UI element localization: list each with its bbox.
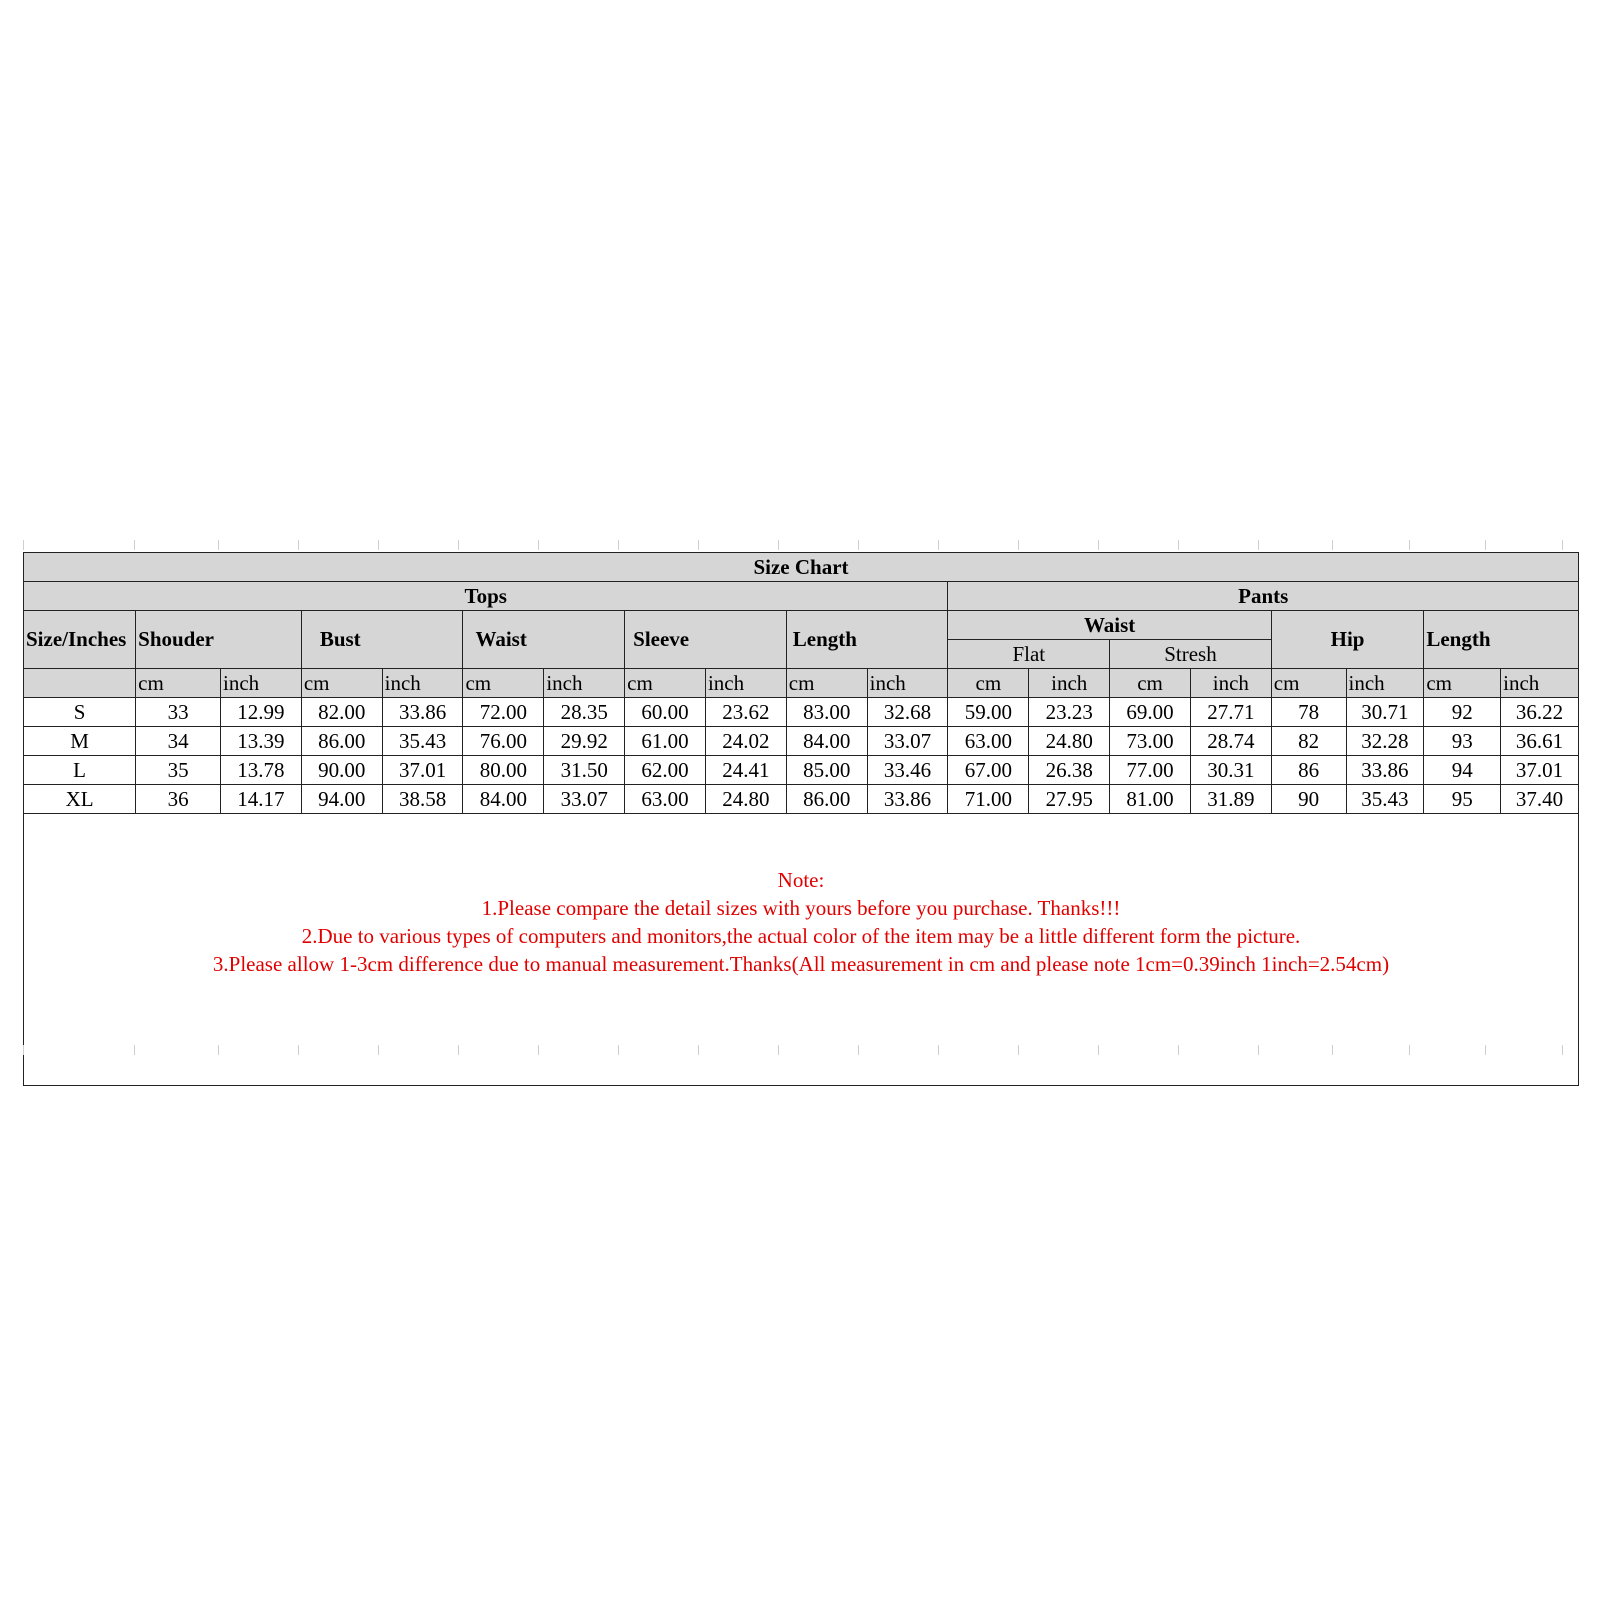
gridline-tick: [938, 540, 939, 550]
data-cell: 13.39: [221, 727, 302, 756]
data-cell: 37.01: [1501, 756, 1579, 785]
size-label: L: [24, 756, 136, 785]
gridline-tick: [378, 1045, 379, 1055]
data-cell: 95: [1424, 785, 1501, 814]
unit-cell: cm: [1424, 669, 1501, 698]
data-cell: 85.00: [786, 756, 867, 785]
gridline-tick: [1409, 1045, 1410, 1055]
gridline-tick: [858, 1045, 859, 1055]
header-waist-pants: Waist: [948, 611, 1271, 640]
data-cell: 78: [1271, 698, 1346, 727]
data-cell: 84.00: [786, 727, 867, 756]
header-shoulder: Shouder: [136, 611, 302, 669]
gridline-tick: [538, 1045, 539, 1055]
header-length-pants: Length: [1424, 611, 1579, 669]
note-heading: Note:: [777, 868, 825, 892]
data-cell: 23.62: [705, 698, 786, 727]
data-cell: 30.71: [1346, 698, 1424, 727]
table-row: [24, 698, 1579, 727]
chart-title: Size Chart: [24, 553, 1579, 582]
gridline-tick: [1098, 540, 1099, 550]
data-cell: 24.41: [705, 756, 786, 785]
gridline-tick: [218, 540, 219, 550]
unit-cell: cm: [136, 669, 221, 698]
unit-cell: cm: [625, 669, 706, 698]
data-cell: 62.00: [625, 756, 706, 785]
gridline-tick: [1562, 1045, 1563, 1055]
group-pants: Pants: [948, 582, 1579, 611]
gridline-tick: [1018, 540, 1019, 550]
gridline-tick: [298, 540, 299, 550]
data-cell: 14.17: [221, 785, 302, 814]
data-cell: 27.95: [1029, 785, 1110, 814]
data-cell: 23.23: [1029, 698, 1110, 727]
data-cell: 61.00: [625, 727, 706, 756]
title-row: [24, 553, 1579, 582]
gridline-tick: [1332, 1045, 1333, 1055]
table-row: [24, 727, 1579, 756]
bottom-gridline-ticks: [23, 1045, 1579, 1055]
data-cell: 13.78: [221, 756, 302, 785]
gridline-tick: [1258, 1045, 1259, 1055]
data-cell: 59.00: [948, 698, 1029, 727]
measure-header-row: [24, 611, 1579, 640]
unit-cell: inch: [1501, 669, 1579, 698]
gridline-tick: [134, 540, 135, 550]
unit-cell: cm: [301, 669, 382, 698]
data-cell: 83.00: [786, 698, 867, 727]
gridline-tick: [1098, 1045, 1099, 1055]
note-line: 2.Due to various types of computers and monitors,the actual color of the item may be a little different form the picture.: [301, 924, 1301, 948]
data-cell: 33.86: [1346, 756, 1424, 785]
units-row: [24, 669, 1579, 698]
unit-cell: cm: [1110, 669, 1191, 698]
gridline-tick: [1258, 540, 1259, 550]
header-waist-tops: Waist: [463, 611, 625, 669]
data-cell: 30.31: [1190, 756, 1271, 785]
group-row: [24, 582, 1579, 611]
data-cell: 67.00: [948, 756, 1029, 785]
data-cell: 24.02: [705, 727, 786, 756]
data-cell: 29.92: [544, 727, 625, 756]
gridline-tick: [1332, 540, 1333, 550]
data-cell: 24.80: [705, 785, 786, 814]
top-gridline-ticks: [23, 540, 1579, 550]
data-cell: 33.86: [867, 785, 948, 814]
data-cell: 31.50: [544, 756, 625, 785]
gridline-tick: [938, 1045, 939, 1055]
data-cell: 86.00: [301, 727, 382, 756]
unit-cell: cm: [786, 669, 867, 698]
unit-cell: inch: [867, 669, 948, 698]
header-waist-flat: Flat: [948, 640, 1110, 669]
gridline-tick: [698, 1045, 699, 1055]
note-line: 1.Please compare the detail sizes with yours before you purchase. Thanks!!!: [481, 896, 1121, 920]
data-cell: 84.00: [463, 785, 544, 814]
gridline-tick: [458, 540, 459, 550]
data-cell: 37.01: [382, 756, 463, 785]
gridline-tick: [1018, 1045, 1019, 1055]
data-cell: 63.00: [948, 727, 1029, 756]
gridline-tick: [378, 540, 379, 550]
data-cell: 36.61: [1501, 727, 1579, 756]
table-row: [24, 756, 1579, 785]
gridline-tick: [134, 1045, 135, 1055]
header-waist-stretch: Stresh: [1110, 640, 1272, 669]
unit-cell: cm: [463, 669, 544, 698]
data-cell: 90.00: [301, 756, 382, 785]
header-bust: Bust: [301, 611, 463, 669]
gridline-tick: [1562, 540, 1563, 550]
data-cell: 28.74: [1190, 727, 1271, 756]
data-cell: 90: [1271, 785, 1346, 814]
data-cell: 93: [1424, 727, 1501, 756]
data-cell: 35: [136, 756, 221, 785]
gridline-tick: [23, 540, 24, 550]
data-cell: 77.00: [1110, 756, 1191, 785]
gridline-tick: [458, 1045, 459, 1055]
gridline-tick: [858, 540, 859, 550]
header-length-tops: Length: [786, 611, 948, 669]
data-cell: 36.22: [1501, 698, 1579, 727]
unit-cell: inch: [1346, 669, 1424, 698]
data-cell: 73.00: [1110, 727, 1191, 756]
data-cell: 12.99: [221, 698, 302, 727]
unit-cell: inch: [382, 669, 463, 698]
table-row: [24, 785, 1579, 814]
gridline-tick: [1178, 1045, 1179, 1055]
data-cell: 27.71: [1190, 698, 1271, 727]
data-cell: 60.00: [625, 698, 706, 727]
gridline-tick: [218, 1045, 219, 1055]
size-label: M: [24, 727, 136, 756]
data-cell: 35.43: [382, 727, 463, 756]
header-sleeve: Sleeve: [625, 611, 787, 669]
gridline-tick: [698, 540, 699, 550]
data-cell: 94: [1424, 756, 1501, 785]
data-cell: 34: [136, 727, 221, 756]
data-cell: 37.40: [1501, 785, 1579, 814]
data-cell: 38.58: [382, 785, 463, 814]
note-line: 3.Please allow 1-3cm difference due to manual measurement.Thanks(All measurement in cm and please note 1cm=0.39inch 1inch=2.54cm): [212, 952, 1390, 976]
unit-cell: inch: [1029, 669, 1110, 698]
data-cell: 80.00: [463, 756, 544, 785]
data-cell: 24.80: [1029, 727, 1110, 756]
data-cell: 33.86: [382, 698, 463, 727]
data-cell: 94.00: [301, 785, 382, 814]
data-cell: 32.68: [867, 698, 948, 727]
gridline-tick: [618, 540, 619, 550]
gridline-tick: [778, 540, 779, 550]
gridline-tick: [23, 1045, 24, 1055]
gridline-tick: [618, 1045, 619, 1055]
data-cell: 76.00: [463, 727, 544, 756]
units-blank: [24, 669, 136, 698]
data-cell: 33.07: [867, 727, 948, 756]
gridline-tick: [778, 1045, 779, 1055]
gridline-tick: [1409, 540, 1410, 550]
gridline-tick: [1178, 540, 1179, 550]
data-cell: 26.38: [1029, 756, 1110, 785]
gridline-tick: [1485, 540, 1486, 550]
data-cell: 86: [1271, 756, 1346, 785]
gridline-tick: [538, 540, 539, 550]
data-cell: 32.28: [1346, 727, 1424, 756]
data-cell: 63.00: [625, 785, 706, 814]
unit-cell: inch: [1190, 669, 1271, 698]
header-size: Size/Inches: [24, 611, 136, 669]
data-cell: 69.00: [1110, 698, 1191, 727]
data-cell: 71.00: [948, 785, 1029, 814]
size-chart: [23, 552, 1579, 1086]
size-label: XL: [24, 785, 136, 814]
unit-cell: inch: [705, 669, 786, 698]
data-cell: 86.00: [786, 785, 867, 814]
size-label: S: [24, 698, 136, 727]
unit-cell: cm: [948, 669, 1029, 698]
header-hip: Hip: [1271, 611, 1424, 669]
gridline-tick: [1485, 1045, 1486, 1055]
unit-cell: inch: [544, 669, 625, 698]
data-cell: 35.43: [1346, 785, 1424, 814]
data-cell: 33.46: [867, 756, 948, 785]
data-cell: 82: [1271, 727, 1346, 756]
gridline-tick: [298, 1045, 299, 1055]
data-cell: 82.00: [301, 698, 382, 727]
data-cell: 33.07: [544, 785, 625, 814]
unit-cell: cm: [1271, 669, 1346, 698]
size-chart-table: [23, 552, 1579, 1086]
data-cell: 36: [136, 785, 221, 814]
group-tops: Tops: [24, 582, 948, 611]
data-cell: 72.00: [463, 698, 544, 727]
data-cell: 28.35: [544, 698, 625, 727]
unit-cell: inch: [221, 669, 302, 698]
data-cell: 92: [1424, 698, 1501, 727]
data-cell: 81.00: [1110, 785, 1191, 814]
data-cell: 33: [136, 698, 221, 727]
data-cell: 31.89: [1190, 785, 1271, 814]
